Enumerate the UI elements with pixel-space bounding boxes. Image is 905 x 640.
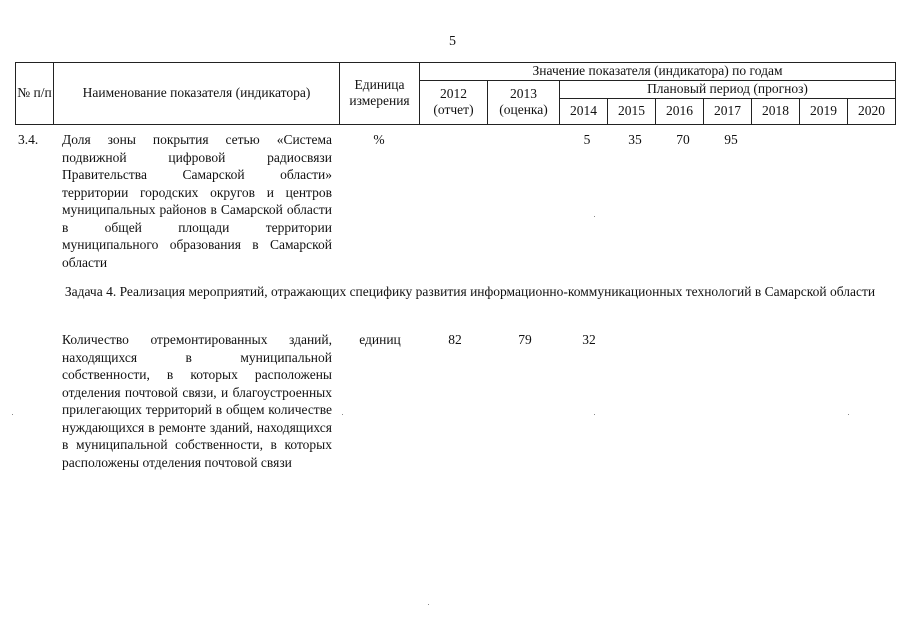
value-2017: 95	[724, 132, 738, 147]
value-2016: 70	[676, 132, 690, 147]
value-2015: 35	[628, 132, 642, 147]
col-header-2017: 2017	[704, 98, 752, 124]
indicator-unit: %	[373, 132, 385, 147]
scan-speck	[594, 414, 595, 415]
table-row	[15, 131, 895, 271]
page-number: 5	[449, 34, 456, 49]
scan-speck	[594, 216, 595, 217]
col-header-name: Наименование показателя (индикатора)	[54, 63, 340, 125]
col-header-2019: 2019	[800, 98, 848, 124]
col-header-2015: 2015	[608, 98, 656, 124]
value-2014: 32	[582, 332, 596, 347]
value-2013: 79	[518, 332, 532, 347]
table-row	[15, 331, 895, 511]
scan-speck	[12, 414, 13, 415]
col-header-2012: 2012 (отчет)	[420, 81, 488, 125]
col-header-2016: 2016	[656, 98, 704, 124]
scan-speck	[848, 414, 849, 415]
value-2014: 5	[583, 132, 591, 147]
col-header-2013: 2013 (оценка)	[488, 81, 560, 125]
col-header-2014: 2014	[560, 98, 608, 124]
task-heading: Задача 4. Реализация мероприятий, отражающих специфику развития информационно-коммуникационных технологий в Самарской области	[64, 284, 876, 299]
indicator-name: Доля зоны покрытия сетью «Система подвижной цифровой радиосвязи Правительства Самарской области» территории городских округов и центров муниципальных районов в Самарской области в общей площади территории муниципального образования в Самарской области	[62, 132, 332, 270]
col-header-2018: 2018	[752, 98, 800, 124]
col-header-plan-period: Плановый период (прогноз)	[560, 81, 896, 99]
col-header-number: № п/п	[16, 63, 54, 125]
scan-speck	[342, 414, 343, 415]
scan-speck	[428, 604, 429, 605]
row-number: 3.4.	[18, 132, 39, 147]
indicator-unit: единиц	[359, 332, 401, 347]
value-2012: 82	[448, 332, 462, 347]
col-header-values-by-year: Значение показателя (индикатора) по годам	[420, 63, 896, 81]
col-header-2020: 2020	[848, 98, 896, 124]
indicator-name: Количество отремонтированных зданий, находящихся в муниципальной собственности, в которых расположены отделения почтовой связи, и благоустроенных прилегающих территорий в общем количестве нуждающихся в ремонте зданий, находящихся в муниципальной собственности, в которых расположены отделения почтовой связи	[62, 332, 332, 470]
indicator-table-header	[15, 62, 896, 125]
col-header-unit: Единица измерения	[340, 63, 420, 125]
